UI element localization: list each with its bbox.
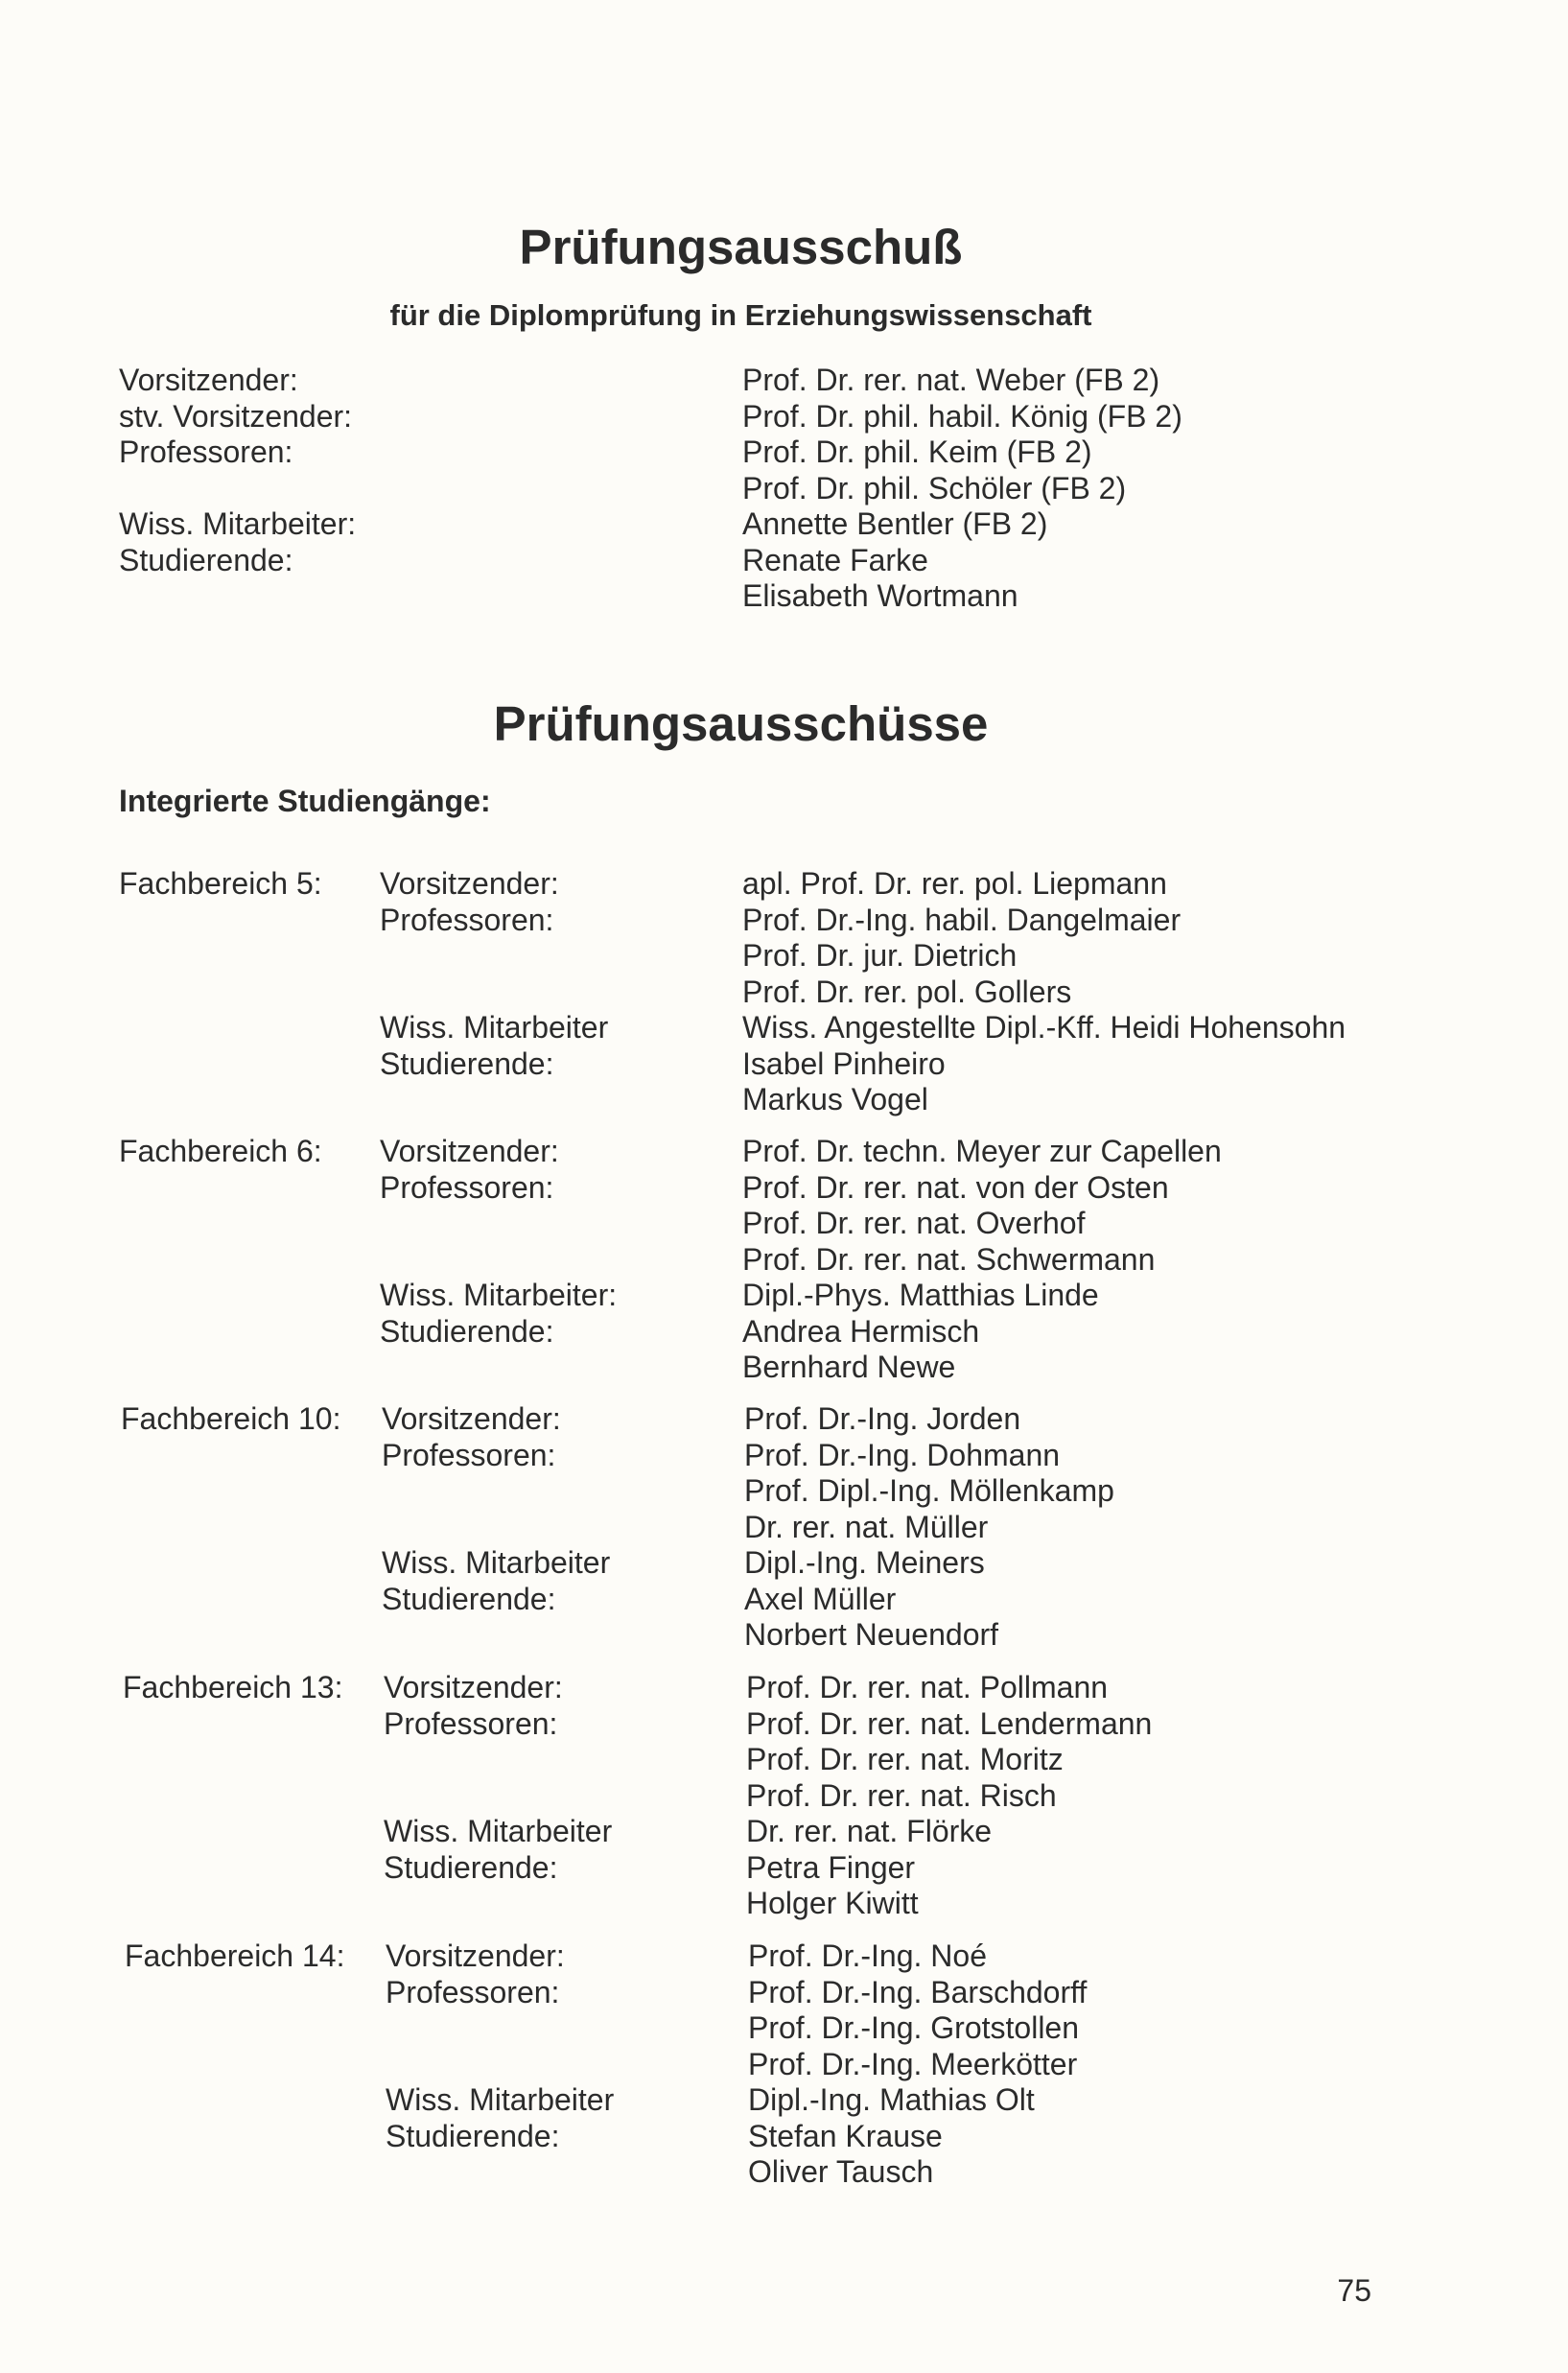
role-label: Wiss. Mitarbeiter xyxy=(386,2082,615,2117)
member-name: Prof. Dr. rer. nat. von der Osten xyxy=(742,1169,1169,1205)
role-label: Professoren: xyxy=(386,1974,560,2009)
role-list xyxy=(386,1938,614,2154)
role-label: Studierende: xyxy=(384,1849,558,1885)
member-name: Petra Finger xyxy=(746,1849,916,1885)
role-label: Studierende: xyxy=(382,1581,556,1616)
role-label xyxy=(382,1510,610,1546)
member-name: Prof. Dr. techn. Meyer zur Capellen xyxy=(742,1134,1222,1168)
member-name: Prof. Dr.-Ing. Dohmann xyxy=(744,1437,1061,1472)
member-name: Prof. Dr.-Ing. Meerkötter xyxy=(748,2046,1078,2081)
member-name: Prof. Dr. rer. nat. Risch xyxy=(746,1777,1057,1813)
role-label: Vorsitzender: xyxy=(380,1134,559,1168)
role-label: Vorsitzender: xyxy=(384,1670,563,1704)
role-label xyxy=(386,2047,614,2083)
member-name: Prof. Dipl.-Ing. Möllenkamp xyxy=(744,1473,1114,1508)
member-name: Dipl.-Ing. Meiners xyxy=(744,1545,985,1580)
member-name: Andrea Hermisch xyxy=(742,1313,980,1349)
role-list xyxy=(380,866,608,1082)
role-label: Studierende: xyxy=(380,1313,554,1349)
member-name: Prof. Dr. rer. nat. Schwermann xyxy=(742,1241,1156,1277)
role-label: Studierende: xyxy=(380,1046,554,1081)
fachbereich-label: Fachbereich 14: xyxy=(125,1938,345,1973)
member-name: Prof. Dr. rer. nat. Moritz xyxy=(746,1742,1064,1776)
role-label: Wiss. Mitarbeiter: xyxy=(380,1278,618,1312)
member-name: Holger Kiwitt xyxy=(746,1886,919,1920)
fachbereich-label: Fachbereich 5: xyxy=(119,866,322,901)
member-name: Bernhard Newe xyxy=(742,1350,956,1384)
role-list xyxy=(380,1134,617,1350)
member-name: Prof. Dr.-Ing. habil. Dangelmaier xyxy=(742,902,1182,937)
section-title-pruefungsausschuesse: Prüfungsausschüsse xyxy=(493,696,989,751)
member-name: Prof. Dr. rer. pol. Gollers xyxy=(742,974,1072,1009)
member-name: Prof. Dr. rer. nat. Weber (FB 2) xyxy=(742,363,1160,397)
member-list xyxy=(744,1401,1114,1654)
role-label: Professoren: xyxy=(382,1437,556,1472)
member-name: Prof. Dr.-Ing. Barschdorff xyxy=(748,1974,1088,2009)
member-name: Dr. rer. nat. Flörke xyxy=(746,1814,993,1848)
member-name: Prof. Dr.-Ing. Jorden xyxy=(744,1401,1021,1436)
role-label: Studierende: xyxy=(386,2118,560,2153)
section-title-pruefungsausschuss: Prüfungsausschuß xyxy=(519,220,963,274)
role-label xyxy=(119,471,356,507)
member-name: Prof. Dr. rer. nat. Overhof xyxy=(742,1206,1086,1240)
role-list xyxy=(382,1401,610,1617)
member-name: Isabel Pinheiro xyxy=(742,1046,946,1081)
fachbereich-label: Fachbereich 10: xyxy=(121,1401,341,1436)
member-name: Prof. Dr.-Ing. Grotstollen xyxy=(748,2010,1080,2045)
member-name: Markus Vogel xyxy=(742,1082,928,1116)
committee-members xyxy=(742,363,1182,615)
role-list xyxy=(384,1670,612,1886)
member-name: Prof. Dr. phil. Keim (FB 2) xyxy=(742,435,1092,469)
section-subtitle: für die Diplomprüfung in Erziehungswissenschaft xyxy=(389,298,1092,332)
role-label: stv. Vorsitzender: xyxy=(119,398,353,434)
member-name: Prof. Dr. rer. nat. Lendermann xyxy=(746,1705,1153,1741)
member-list xyxy=(742,866,1346,1118)
member-name: Annette Bentler (FB 2) xyxy=(742,506,1048,541)
member-name: Prof. Dr. rer. nat. Pollmann xyxy=(746,1670,1109,1704)
member-name: Prof. Dr. jur. Dietrich xyxy=(742,938,1018,973)
role-label: Vorsitzender: xyxy=(386,1938,565,1973)
role-label xyxy=(384,1778,612,1815)
page-number: 75 xyxy=(1337,2273,1371,2308)
member-name: Dipl.-Ing. Mathias Olt xyxy=(748,2082,1035,2117)
role-label: Wiss. Mitarbeiter: xyxy=(119,506,357,541)
integrated-programs-heading: Integrierte Studiengänge: xyxy=(119,784,491,818)
role-label: Professoren: xyxy=(384,1705,558,1741)
member-name: Prof. Dr. phil. Schöler (FB 2) xyxy=(742,470,1127,505)
member-name: Axel Müller xyxy=(744,1581,897,1616)
role-label: Vorsitzender: xyxy=(382,1401,561,1436)
member-name: apl. Prof. Dr. rer. pol. Liepmann xyxy=(742,866,1167,901)
member-list xyxy=(746,1670,1152,1922)
role-label: Studierende: xyxy=(119,542,293,577)
role-label xyxy=(386,2010,614,2047)
fachbereich-label: Fachbereich 6: xyxy=(119,1134,322,1168)
role-label: Vorsitzender: xyxy=(119,363,298,397)
role-label: Professoren: xyxy=(119,435,293,469)
member-name: Stefan Krause xyxy=(748,2118,943,2153)
role-label: Professoren: xyxy=(380,1169,554,1205)
role-label: Professoren: xyxy=(380,902,554,937)
committee-roles xyxy=(119,363,356,578)
member-name: Renate Farke xyxy=(742,542,928,577)
member-name: Oliver Tausch xyxy=(748,2154,934,2189)
role-label xyxy=(384,1742,612,1778)
member-name: Dr. rer. nat. Müller xyxy=(744,1509,989,1544)
role-label xyxy=(382,1473,610,1510)
member-name: Wiss. Angestellte Dipl.-Kff. Heidi Hohensohn xyxy=(742,1010,1346,1045)
role-label: Wiss. Mitarbeiter xyxy=(384,1814,613,1848)
member-list xyxy=(742,1134,1222,1386)
role-label: Wiss. Mitarbeiter xyxy=(380,1010,609,1045)
role-label xyxy=(380,975,608,1011)
member-name: Dipl.-Phys. Matthias Linde xyxy=(742,1278,1099,1312)
member-name: Norbert Neuendorf xyxy=(744,1617,999,1652)
role-label: Vorsitzender: xyxy=(380,866,559,901)
member-list xyxy=(748,1938,1087,2191)
member-name: Prof. Dr.-Ing. Noé xyxy=(748,1938,987,1973)
role-label: Wiss. Mitarbeiter xyxy=(382,1545,611,1580)
role-label xyxy=(380,1242,617,1279)
role-label xyxy=(380,938,608,975)
member-name: Elisabeth Wortmann xyxy=(742,578,1018,613)
member-name: Prof. Dr. phil. habil. König (FB 2) xyxy=(742,398,1182,434)
fachbereich-label: Fachbereich 13: xyxy=(123,1670,343,1704)
role-label xyxy=(380,1206,617,1242)
